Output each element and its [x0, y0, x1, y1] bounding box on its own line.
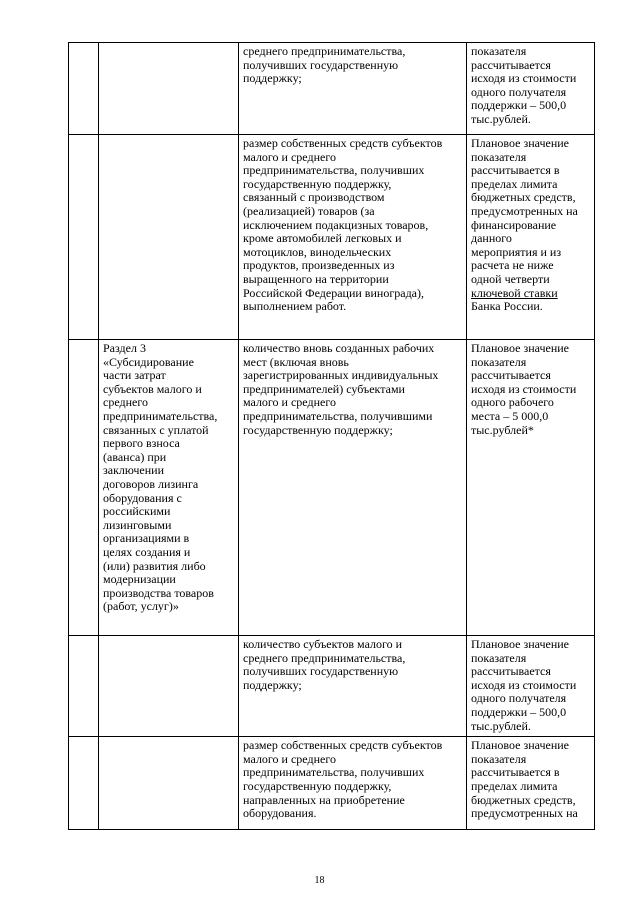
text-line: поддержку;: [243, 677, 302, 692]
text-line: предпринимательства, получившими: [243, 408, 433, 423]
row-number-cell: [69, 737, 99, 830]
text-line: части затрат: [103, 368, 166, 383]
indicator-cell: [239, 340, 467, 636]
text-line: предпринимательства, получивших: [243, 765, 425, 780]
text-line: места – 5 000,0: [471, 408, 549, 423]
text-line: поддержки – 500,0: [471, 704, 567, 719]
text-line: рассчитывается: [471, 57, 551, 72]
text-line: первого взноса: [103, 436, 180, 451]
text-line: показателя: [471, 44, 527, 58]
text-line: заключении: [103, 463, 165, 478]
text-line: финансирование: [471, 217, 557, 232]
text-line: направленных на приобретение: [243, 792, 405, 807]
text-line: оборудования.: [243, 806, 317, 821]
text-line: мероприятия и из: [471, 244, 562, 259]
value-cell: [467, 340, 595, 636]
page-number: 18: [314, 875, 325, 886]
text-line: получивших государственную: [243, 664, 399, 679]
text-line: (работ, услуг)»: [103, 599, 179, 614]
text-line: предпринимательства,: [103, 408, 218, 423]
text-line: (реализацией) товаров (за: [243, 203, 375, 218]
text-line: бюджетных средств,: [471, 792, 576, 807]
text-line: бюджетных средств,: [471, 190, 576, 205]
text-line: получивших государственную: [243, 57, 399, 72]
text-line: оборудования с: [103, 490, 182, 505]
text-line: показателя: [471, 751, 527, 766]
text-line: предусмотренных на: [471, 203, 578, 218]
indicator-cell: [239, 135, 467, 340]
text-line: лизинговыми: [103, 517, 172, 532]
text-line: мотоциклов, винодельческих: [243, 244, 392, 259]
table-row: [69, 135, 595, 340]
text-line: Раздел 3: [103, 341, 146, 355]
key-rate-link[interactable]: ключевой ставки: [471, 285, 558, 300]
text-line: выращенного на территории: [243, 271, 389, 286]
text-line: мест (включая вновь: [243, 354, 349, 369]
section-cell: [99, 636, 239, 737]
text-line: модернизации: [103, 572, 176, 587]
text-line: размер собственных средств субъектов: [243, 738, 443, 753]
value-text: [471, 137, 591, 287]
text-line: исключением подакцизных товаров,: [243, 217, 429, 232]
text-line: исходя из стоимости: [471, 381, 577, 396]
text-line: договоров лизинга: [103, 476, 199, 491]
text-line: среднего предпринимательства,: [243, 650, 406, 665]
text-line: организациями в: [103, 531, 190, 546]
row-number-cell: [69, 135, 99, 340]
text-line: малого и среднего: [243, 395, 336, 410]
text-line: тыс.рублей.: [471, 718, 531, 733]
text-line: исходя из стоимости: [471, 71, 577, 86]
text-line: размер собственных средств субъектов: [243, 136, 443, 150]
text-line: продуктов, произведенных из: [243, 258, 395, 273]
value-text-end: Банка России.: [471, 299, 543, 314]
text-line: (или) развития либо: [103, 558, 206, 573]
text-line: одной четверти: [471, 271, 550, 286]
text-line: зарегистрированных индивидуальных: [243, 368, 439, 383]
text-line: целях создания и: [103, 544, 191, 559]
text-line: малого и среднего: [243, 149, 336, 164]
text-line: данного: [471, 231, 512, 246]
text-line: государственную поддержку;: [243, 422, 393, 437]
text-line: российскими: [103, 504, 171, 519]
row-number-cell: [69, 340, 99, 636]
text-line: пределах лимита: [471, 778, 558, 793]
text-line: Плановое значение: [471, 738, 569, 753]
indicators-table: [68, 42, 595, 830]
text-line: исходя из стоимости: [471, 677, 577, 692]
text-line: количество вновь созданных рабочих: [243, 341, 435, 355]
text-line: одного получателя: [471, 84, 567, 99]
text-line: связанных с уплатой: [103, 422, 209, 437]
indicator-cell: [239, 636, 467, 737]
text-line: поддержку;: [243, 71, 302, 86]
text-line: кроме автомобилей легковых и: [243, 231, 402, 246]
text-line: показателя: [471, 650, 527, 665]
text-line: предусмотренных на: [471, 806, 578, 821]
text-line: рассчитывается в: [471, 765, 560, 780]
text-line: предпринимательства, получивших: [243, 163, 425, 178]
text-line: среднего предпринимательства,: [243, 44, 406, 58]
text-line: (аванса) при: [103, 449, 167, 464]
text-line: государственную поддержку,: [243, 176, 392, 191]
table-row: [69, 636, 595, 737]
text-line: предпринимателей) субъектами: [243, 381, 405, 396]
text-line: государственную поддержку,: [243, 778, 392, 793]
indicator-cell: [239, 43, 467, 135]
text-line: «Субсидирование: [103, 354, 194, 369]
text-line: показателя: [471, 354, 527, 369]
text-line: Плановое значение: [471, 136, 569, 150]
indicator-cell: [239, 737, 467, 830]
value-cell: [467, 737, 595, 830]
text-line: Российской Федерации винограда),: [243, 285, 424, 300]
text-line: поддержки – 500,0: [471, 98, 567, 113]
row-number-cell: [69, 43, 99, 135]
text-line: тыс.рублей.: [471, 111, 531, 126]
section-cell: [99, 340, 239, 636]
text-line: рассчитывается: [471, 664, 551, 679]
text-line: количество субъектов малого и: [243, 637, 403, 651]
text-line: рассчитывается в: [471, 163, 560, 178]
text-line: расчета не ниже: [471, 258, 554, 273]
section-cell: [99, 43, 239, 135]
table-row: [69, 737, 595, 830]
text-line: связанный с производством: [243, 190, 385, 205]
text-line: рассчитывается: [471, 368, 551, 383]
section-cell: [99, 135, 239, 340]
text-line: одного получателя: [471, 691, 567, 706]
text-line: пределах лимита: [471, 176, 558, 191]
table-row: [69, 340, 595, 636]
text-line: Плановое значение: [471, 341, 569, 355]
text-line: тыс.рублей*: [471, 422, 534, 437]
value-cell: [467, 43, 595, 135]
text-line: среднего: [103, 395, 148, 410]
text-line: выполнением работ.: [243, 299, 347, 314]
value-cell: [467, 135, 595, 340]
row-number-cell: [69, 636, 99, 737]
text-line: субъектов малого и: [103, 381, 202, 396]
text-line: показателя: [471, 149, 527, 164]
text-line: Плановое значение: [471, 637, 569, 651]
text-line: малого и среднего: [243, 751, 336, 766]
text-line: производства товаров: [103, 585, 214, 600]
table-row: [69, 43, 595, 135]
section-cell: [99, 737, 239, 830]
text-line: одного рабочего: [471, 395, 554, 410]
value-cell: [467, 636, 595, 737]
